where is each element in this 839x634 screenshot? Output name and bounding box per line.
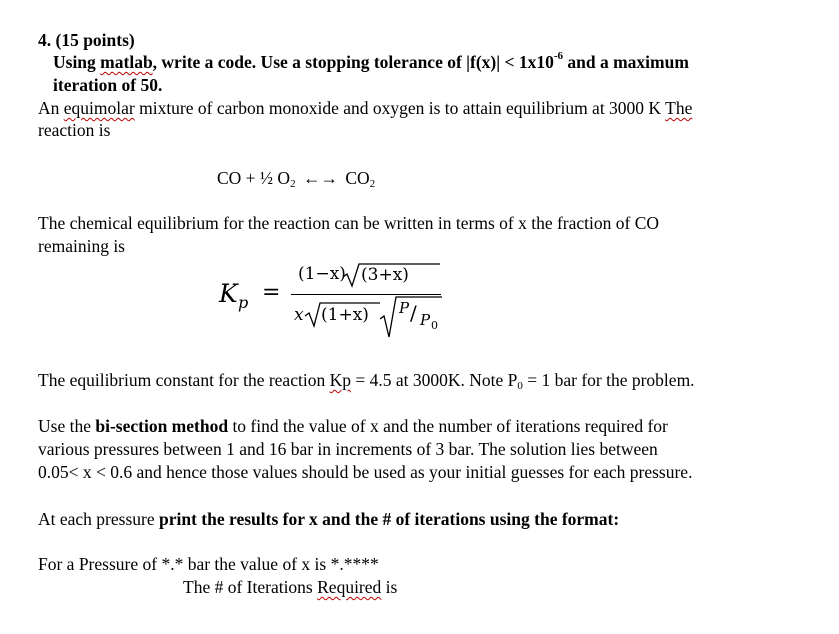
format-line-2 <box>183 577 397 597</box>
denominator-term: x <box>294 305 304 325</box>
kp-symbol: K <box>219 279 238 308</box>
print-text: At each pressure <box>38 509 159 529</box>
division-slash: / <box>410 301 417 325</box>
constant-text: = 4.5 at 3000K. Note P <box>350 370 518 390</box>
numerator-radicand: (3+x) <box>361 265 409 285</box>
reference-pressure-subscript: 0 <box>431 319 438 332</box>
intro-line-2: reaction is <box>38 120 111 140</box>
intro-text: mixture of carbon monoxide and oxygen is to attain equilibrium at 3000 K <box>134 98 666 118</box>
format-text: The # of Iterations <box>183 577 318 597</box>
method-line-3: 0.05< x < 0.6 and hence those values should be used as your initial guesses for each pressure. <box>38 462 693 482</box>
method-line-1 <box>38 416 668 436</box>
method-text: Use the <box>38 416 96 436</box>
method-text: to find the value of x and the number of iterations required for <box>228 416 668 436</box>
pressure-symbol: P <box>399 299 410 317</box>
constant-text: The equilibrium constant for the reaction <box>38 370 330 390</box>
problem-heading: 4. (15 points) <box>38 30 135 50</box>
intro-line-1 <box>38 98 692 118</box>
equals-sign: = <box>262 280 281 305</box>
subscript: 0 <box>517 380 523 393</box>
print-emphasis: print the results for x and the # of iterations using the format: <box>159 509 620 529</box>
kp-formula <box>210 262 450 342</box>
equilibrium-line-2: remaining is <box>38 236 125 256</box>
constant-text: = 1 bar for the problem. <box>522 370 695 390</box>
intro-text: An <box>38 98 64 118</box>
format-line-1: For a Pressure of *.* bar the value of x is *.**** <box>38 554 379 574</box>
format-text: is <box>381 577 398 597</box>
subscript: 2 <box>290 178 296 191</box>
instruction-line-2: iteration of 50. <box>53 75 163 95</box>
method-name: bi-section method <box>95 416 229 436</box>
reaction-lhs: CO + ½ O <box>217 168 291 188</box>
grammar-flagged-word[interactable]: The <box>665 98 693 118</box>
instruction-text: Using <box>53 52 101 72</box>
constant-line <box>38 370 695 393</box>
exponent: -6 <box>553 50 563 62</box>
instruction-text: , write a code. Use a stopping tolerance of |f(x)| < 1x10 <box>152 52 554 72</box>
instruction-text: and a maximum <box>563 52 689 72</box>
denominator-radicand: (1+x) <box>321 305 369 325</box>
instruction-line-1 <box>53 52 689 72</box>
reference-pressure-symbol: P <box>420 311 431 329</box>
misspelled-word[interactable]: matlab <box>100 52 153 72</box>
reaction-equation <box>217 168 376 191</box>
print-line <box>38 509 619 529</box>
method-line-2: various pressures between 1 and 16 bar in increments of 3 bar. The solution lies between <box>38 439 658 459</box>
double-arrow-icon: ←→ <box>302 168 338 188</box>
misspelled-word[interactable]: Kp <box>329 370 351 390</box>
equilibrium-line-1: The chemical equilibrium for the reaction can be written in terms of x the fraction of CO <box>38 213 660 233</box>
kp-subscript: p <box>238 293 249 312</box>
numerator-term: (1−x) <box>298 264 346 284</box>
reaction-rhs: CO <box>345 168 370 188</box>
grammar-flagged-word[interactable]: Required <box>317 577 382 597</box>
misspelled-word[interactable]: equimolar <box>63 98 135 118</box>
subscript: 2 <box>369 178 376 191</box>
